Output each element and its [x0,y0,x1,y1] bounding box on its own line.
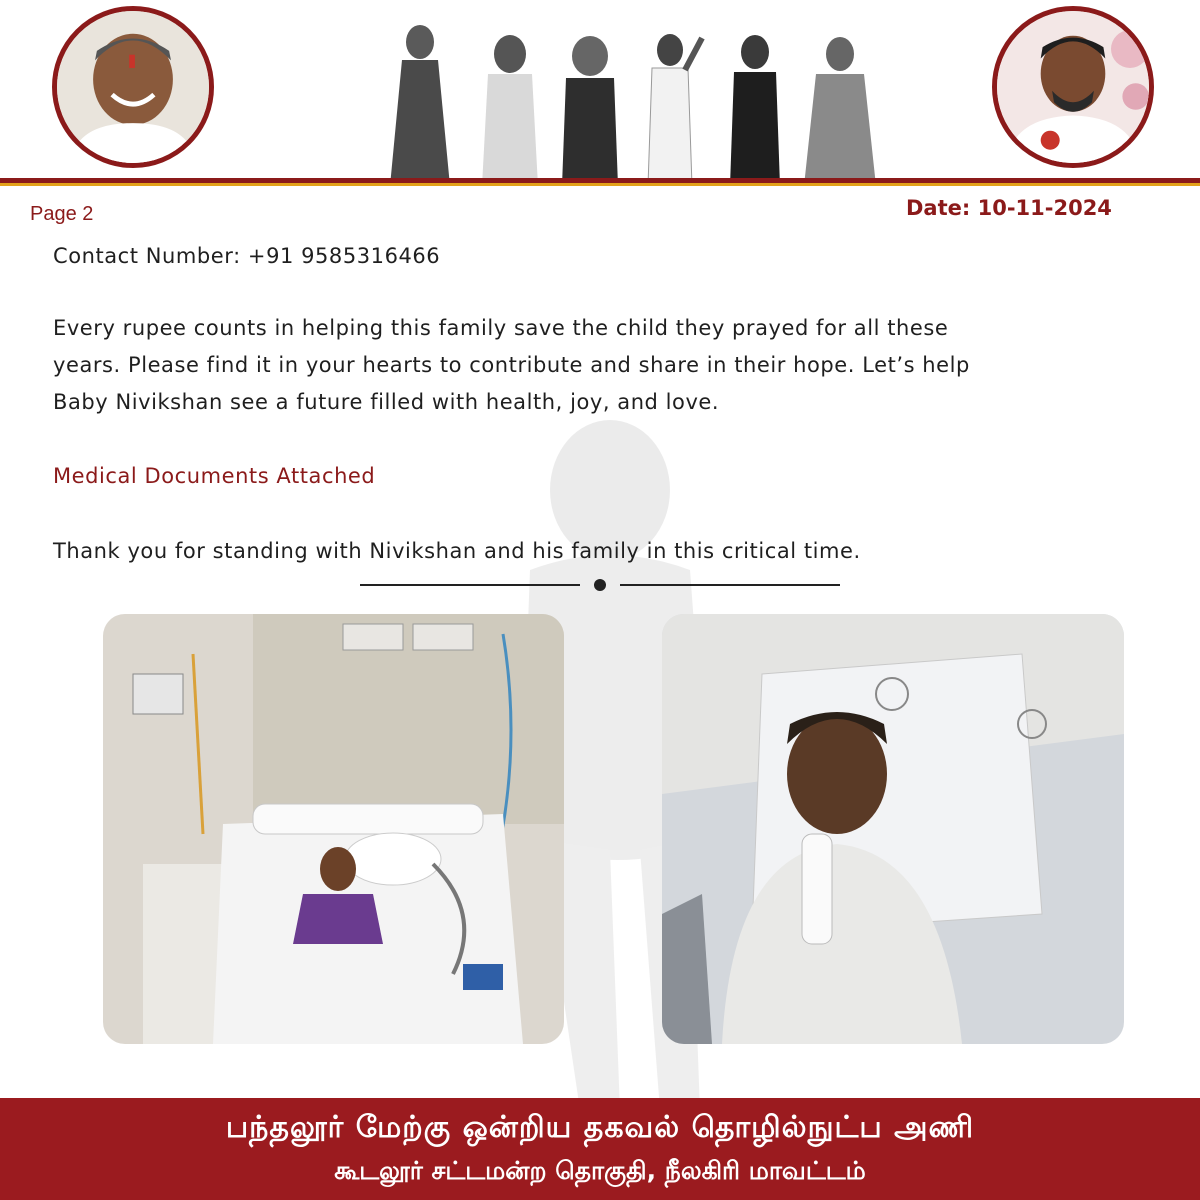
leaders-illustration [380,10,890,186]
portrait-right-image [997,11,1149,163]
divider-line-left [360,584,580,586]
hospital-photo-left-image [103,614,564,1044]
hospital-photo-right-image [662,614,1124,1044]
thank-you-line: Thank you for standing with Nivikshan and his family in this critical time. [53,539,861,563]
page-number: Page 2 [30,203,94,225]
portrait-left [52,6,214,168]
portrait-right [992,6,1154,168]
medical-documents-heading: Medical Documents Attached [53,464,376,488]
hospital-photo-right [662,614,1124,1044]
portrait-left-image [57,11,209,163]
appeal-line: Baby Nivikshan see a future filled with health, joy, and love. [53,390,720,414]
appeal-line: Every rupee counts in helping this family save the child they prayed for all these [53,316,949,340]
appeal-paragraph [53,310,1183,421]
divider-line-right [620,584,840,586]
header-rule-gold [0,183,1200,186]
footer-organization: பந்தலூர் மேற்கு ஒன்றிய தகவல் தொழில்நுட்ப அணி [225,1110,975,1145]
section-divider [360,577,840,593]
header [0,0,1200,200]
date-label: Date: 10-11-2024 [906,196,1112,220]
appeal-line: years. Please find it in your hearts to contribute and share in their hope. Let’s help [53,353,970,377]
footer-banner [0,1098,1200,1200]
footer-location: கூடலூர் சட்டமன்ற தொகுதி, நீலகிரி மாவட்டம் [334,1156,866,1185]
contact-number: Contact Number: +91 9585316466 [53,244,441,268]
leaders-group [380,10,890,186]
hospital-photo-left [103,614,564,1044]
divider-dot [594,579,606,591]
